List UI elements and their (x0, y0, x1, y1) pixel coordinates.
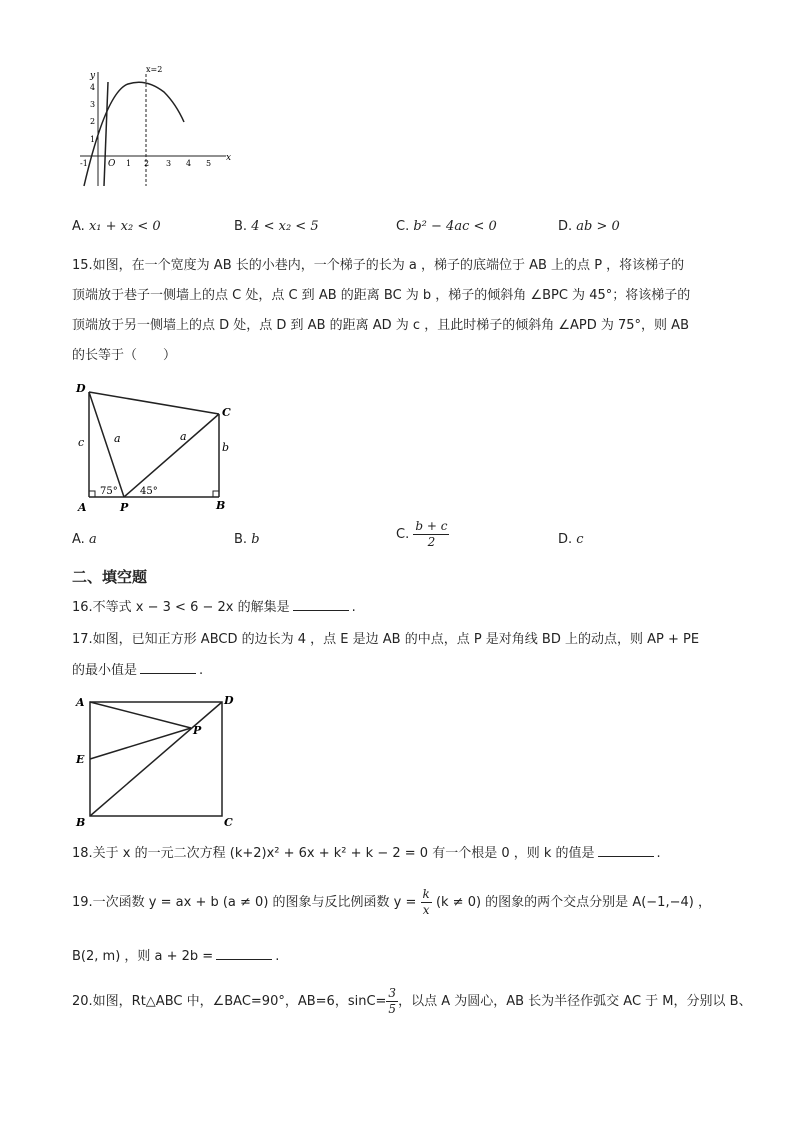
svg-text:b: b (222, 441, 230, 454)
q15-option-a[interactable]: A. a (72, 532, 97, 547)
q15-line2: 顶端放于巷子一侧墙上的点 C 处，点 C 到 AB 的距离 BC 为 b ，梯子的倾斜角 ∠BPC 为 45°；将该梯子的 (72, 288, 691, 303)
segment-ap (90, 702, 191, 728)
q17-square-figure (74, 692, 244, 830)
x-tick: 5 (206, 159, 212, 168)
y-tick: 4 (90, 83, 96, 92)
answer-blank[interactable] (598, 844, 654, 857)
q15-line1: 15.如图，在一个宽度为 AB 长的小巷内，一个梯子的长为 a ，梯子的底端位于 AB 上的点 P ，将该梯子的 (72, 258, 685, 273)
q19-line1: 19.一次函数 y = ax + b (a ≠ 0) 的图象与反比例函数 y = $\frac{k}{x}$ (k ≠ 0) 的图象的两个交点分别是 A(−1,−4) ， (72, 887, 711, 917)
y-tick: 1 (90, 135, 96, 144)
x-tick: 2 (144, 159, 150, 168)
ladder-pc (124, 414, 219, 497)
q19-line2: B(2, m) ，则 a + 2b = . (72, 949, 280, 964)
x-tick: 3 (166, 159, 172, 168)
x-tick: 1 (126, 159, 132, 168)
svg-text:45°: 45° (140, 486, 158, 497)
q15-option-d[interactable]: D. c (558, 532, 584, 547)
q15-option-c[interactable]: C. $\frac{b + c}{2}$ (396, 519, 448, 549)
parabola-curve (84, 82, 184, 186)
svg-text:a: a (180, 430, 187, 443)
graph-x-label: x (226, 153, 232, 163)
answer-blank[interactable] (216, 947, 272, 960)
q15-line3: 顶端放于另一侧墙上的点 D 处，点 D 到 AB 的距离 AD 为 c ，且此时梯子的倾斜角 ∠APD 为 75°，则 AB (72, 318, 689, 333)
svg-text:c: c (78, 436, 85, 449)
svg-text:C: C (222, 406, 231, 419)
q18: 18.关于 x 的一元二次方程 (k+2)x² + 6x + k² + k − 2 = 0 有一个根是 0 ，则 k 的值是 . (72, 846, 661, 861)
svg-text:P: P (120, 501, 129, 514)
q15-line4: 的长等于（ ） (72, 348, 177, 363)
answer-blank[interactable] (140, 661, 196, 674)
graph-neg-one: -1 (80, 159, 88, 168)
y-tick: 2 (90, 117, 96, 126)
section-fill-in-blank: 二、填空题 (72, 568, 148, 586)
segment-pe (90, 728, 191, 759)
svg-text:A: A (76, 696, 85, 709)
svg-text:B: B (216, 499, 226, 512)
q15-ladder-figure (74, 380, 244, 515)
crossing-line (104, 82, 108, 186)
svg-text:C: C (224, 816, 233, 829)
q16: 16.不等式 x − 3 < 6 − 2x 的解集是 . (72, 600, 356, 615)
y-tick: 3 (90, 100, 96, 109)
graph-line-label: x=2 (146, 65, 163, 74)
graph-y-label: y (90, 71, 96, 81)
svg-text:75°: 75° (100, 486, 118, 497)
q17-line1: 17.如图，已知正方形 ABCD 的边长为 4 ，点 E 是边 AB 的中点，点 P 是对角线 BD 上的动点，则 AP + PE (72, 632, 700, 647)
q14-option-d[interactable]: D. ab > 0 (558, 219, 620, 234)
q14-option-b[interactable]: B. 4 < x₂ < 5 (234, 219, 319, 234)
q17-line2: 的最小值是 . (72, 663, 204, 678)
answer-blank[interactable] (293, 598, 349, 611)
svg-text:a: a (114, 432, 121, 445)
graph-origin: O (108, 159, 116, 169)
q14-parabola-graph (76, 62, 236, 192)
q15-option-b[interactable]: B. b (234, 532, 260, 547)
svg-text:A: A (78, 501, 87, 514)
svg-text:D: D (76, 382, 86, 395)
x-tick: 4 (186, 159, 192, 168)
svg-text:E: E (76, 753, 85, 766)
q14-option-c[interactable]: C. b² − 4ac < 0 (396, 219, 497, 234)
q20-line1: 20.如图，Rt△ABC 中，∠BAC=90°，AB=6，sinC= $\frac{3}{5}$ ，以点 A 为圆心，AB 长为半径作弧交 AC 于 M，分别以 B、 (72, 986, 752, 1016)
svg-text:D: D (224, 694, 234, 707)
svg-text:B: B (76, 816, 86, 829)
q14-option-a[interactable]: A. x₁ + x₂ < 0 (72, 219, 161, 234)
svg-text:P: P (193, 724, 202, 737)
